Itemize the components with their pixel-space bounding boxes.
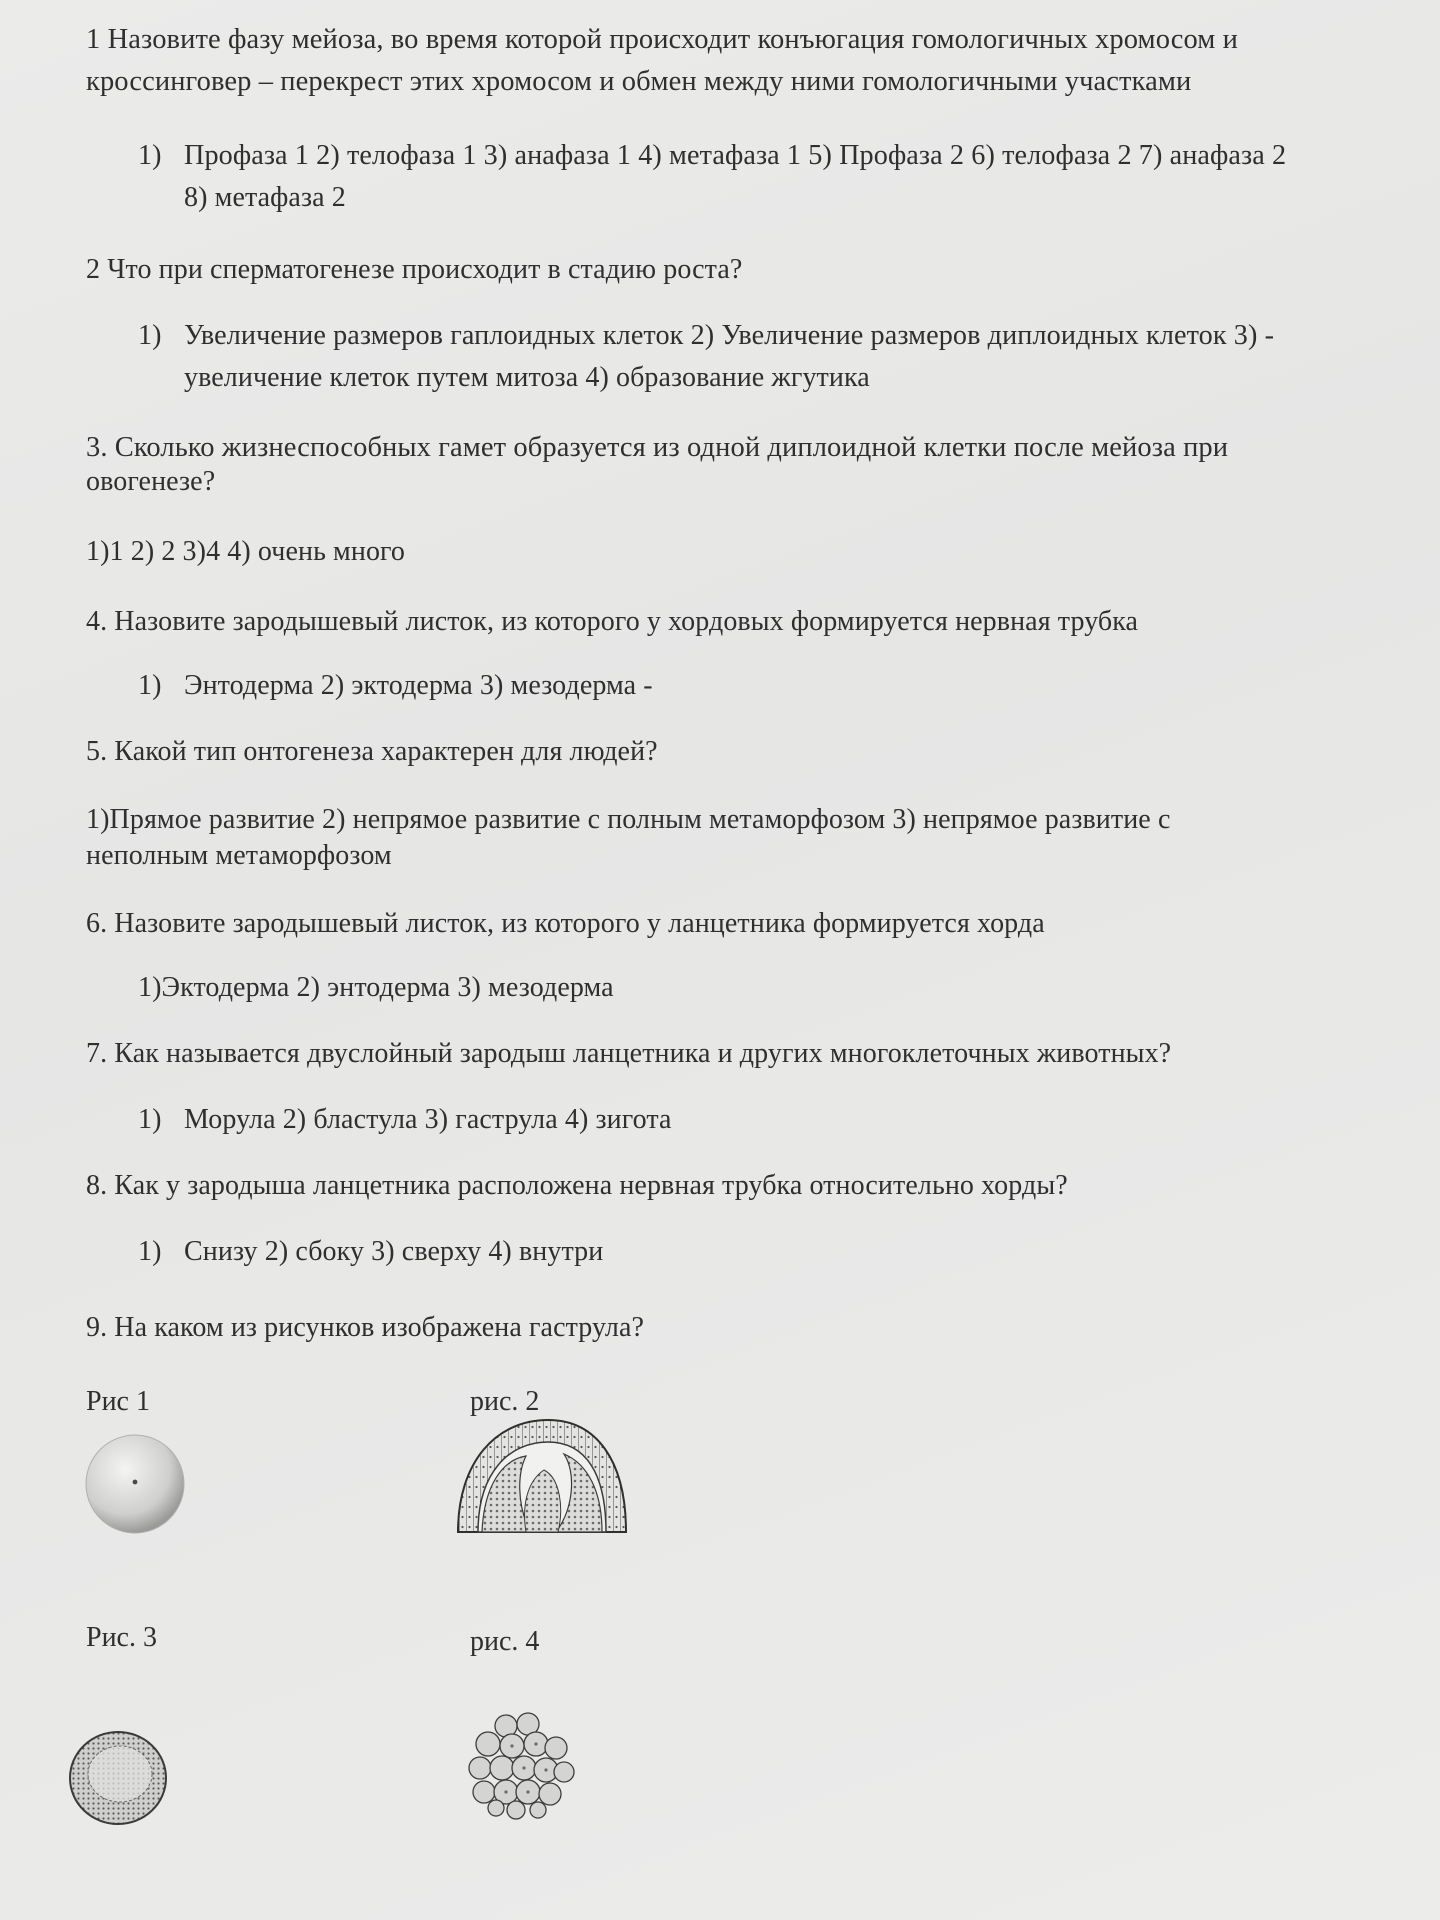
question-7-answer-number: 1)	[138, 1104, 162, 1135]
figure-4-morula-image	[466, 1712, 578, 1820]
figure-3-label: Рис. 3	[86, 1622, 157, 1653]
question-7-line-1: 7. Как называется двуслойный зародыш ланцетника и других многоклеточных животных?	[86, 1038, 1172, 1069]
figure-1-zygote-image	[82, 1432, 192, 1542]
question-3-line-1: 3. Сколько жизнеспособных гамет образуется из одной диплоидной клетки после мейоза при	[86, 432, 1229, 463]
question-3-answer: 1)1 2) 2 3)4 4) очень много	[86, 536, 406, 567]
question-4-answer-number: 1)	[138, 670, 162, 701]
figure-3-blastula-image	[66, 1726, 172, 1828]
question-6-line-1: 6. Назовите зародышевый листок, из которого у ланцетника формируется хорда	[86, 908, 1045, 939]
figure-4-label: рис. 4	[470, 1626, 540, 1657]
question-1-answer-line-2: 8) метафаза 2	[184, 182, 346, 213]
figure-1-label: Рис 1	[86, 1386, 150, 1417]
question-5-answer-line-2: неполным метаморфозом	[86, 840, 392, 871]
question-2-answer-line-2: увеличение клеток путем митоза 4) образование жгутика	[184, 362, 870, 393]
figure-2-gastrula-image	[452, 1412, 632, 1538]
question-5-answer-line-1: 1)Прямое развитие 2) непрямое развитие с полным метаморфозом 3) непрямое развитие с	[86, 804, 1171, 835]
figure-2-label: рис. 2	[470, 1386, 540, 1417]
question-1-line-1: 1 Назовите фазу мейоза, во время которой происходит конъюгация гомологичных хромосом и	[86, 24, 1239, 55]
question-6-answer: 1)Эктодерма 2) энтодерма 3) мезодерма	[138, 972, 614, 1003]
question-2-answer-number: 1)	[138, 320, 162, 351]
question-8-answer-number: 1)	[138, 1236, 162, 1267]
question-8-line-1: 8. Как у зародыша ланцетника расположена нервная трубка относительно хорды?	[86, 1170, 1068, 1201]
question-8-answer: Снизу 2) сбоку 3) сверху 4) внутри	[184, 1236, 604, 1267]
question-3-line-2: овогенезе?	[86, 466, 216, 497]
question-5-line-1: 5. Какой тип онтогенеза характерен для людей?	[86, 736, 658, 767]
question-4-line-1: 4. Назовите зародышевый листок, из которого у хордовых формируется нервная трубка	[86, 606, 1139, 637]
question-1-answer-line-1: Профаза 1 2) телофаза 1 3) анафаза 1 4) метафаза 1 5) Профаза 2 6) телофаза 2 7) анафаза 2	[184, 140, 1287, 171]
question-7-answer: Морула 2) бластула 3) гаструла 4) зигота	[184, 1104, 672, 1135]
question-1-line-2: кроссинговер – перекрест этих хромосом и обмен между ними гомологичными участками	[86, 66, 1192, 97]
question-1-answer-number: 1)	[138, 140, 162, 171]
question-2-line-1: 2 Что при сперматогенезе происходит в стадию роста?	[86, 254, 743, 285]
question-4-answer: Энтодерма 2) эктодерма 3) мезодерма -	[184, 670, 653, 701]
question-9-line-1: 9. На каком из рисунков изображена гаструла?	[86, 1312, 645, 1343]
question-2-answer-line-1: Увеличение размеров гаплоидных клеток 2) Увеличение размеров диплоидных клеток 3) -	[184, 320, 1275, 351]
